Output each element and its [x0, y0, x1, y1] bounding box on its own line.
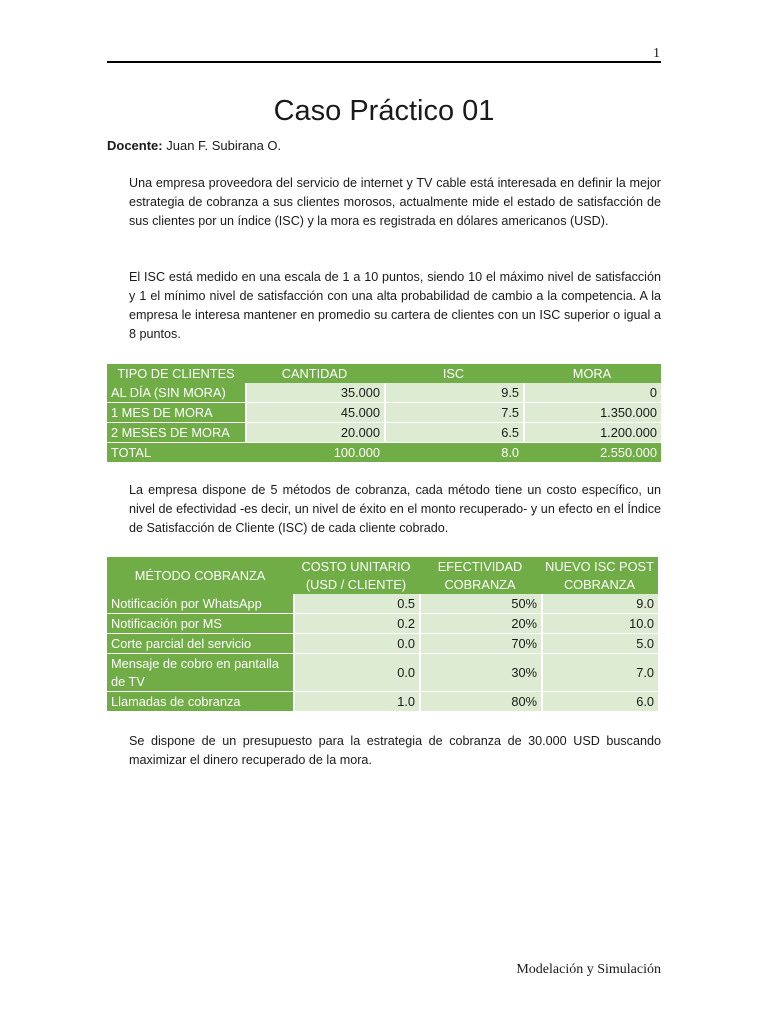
table-row: [107, 403, 661, 423]
page-number: 1: [653, 46, 660, 61]
table-row: [107, 692, 658, 712]
methods-table-header: [107, 557, 658, 594]
cost-cell: 0.0: [293, 634, 419, 654]
client-type-cell: AL DÍA (SIN MORA): [107, 383, 245, 403]
clients-table: [107, 364, 661, 462]
quantity-cell: 20.000: [245, 423, 384, 443]
effectiveness-cell: 20%: [419, 614, 541, 634]
total-label-cell: TOTAL: [107, 443, 245, 462]
new-isc-cell: 10.0: [541, 614, 658, 634]
client-type-cell: 2 MESES DE MORA: [107, 423, 245, 443]
effectiveness-cell: 80%: [419, 692, 541, 712]
methods-header-new-isc: NUEVO ISC POST COBRANZA: [541, 557, 658, 594]
author-line: [107, 138, 281, 153]
method-name-cell: Corte parcial del servicio: [107, 634, 293, 654]
effectiveness-cell: 50%: [419, 594, 541, 614]
effectiveness-cell: 30%: [419, 654, 541, 692]
method-name-cell: Llamadas de cobranza: [107, 692, 293, 712]
author-label: Docente:: [107, 138, 163, 153]
quantity-cell: 45.000: [245, 403, 384, 423]
new-isc-cell: 7.0: [541, 654, 658, 692]
clients-header-type: TIPO DE CLIENTES: [107, 364, 245, 383]
intro-paragraph: Una empresa proveedora del servicio de internet y TV cable está interesada en definir la mejor estrategia de cobranza a sus clientes morosos, actualmente mide el estado de satisfacción de sus clientes por un índice (ISC) y la mora es registrada en dólares americanos (USD).: [129, 176, 661, 228]
methods-table: [107, 557, 658, 712]
mora-cell: 0: [523, 383, 661, 403]
table-row: [107, 614, 658, 634]
cost-cell: 0.5: [293, 594, 419, 614]
table-total-row: [107, 443, 661, 462]
client-type-cell: 1 MES DE MORA: [107, 403, 245, 423]
isc-paragraph: El ISC está medido en una escala de 1 a 10 puntos, siendo 10 el máximo nivel de satisfacción y 1 el mínimo nivel de satisfacción con una alta probabilidad de cambio a la competencia. A la empresa le interesa mantener en promedio su cartera de clientes con un ISC superior o igual a 8 puntos.: [129, 270, 661, 341]
cost-cell: 0.2: [293, 614, 419, 634]
table-row: [107, 594, 658, 614]
isc-cell: 7.5: [384, 403, 523, 423]
footer-text: Modelación y Simulación: [516, 962, 661, 977]
cost-cell: 0.0: [293, 654, 419, 692]
header-rule: [107, 61, 661, 63]
cost-cell: 1.0: [293, 692, 419, 712]
document-title: Caso Práctico 01: [273, 95, 495, 127]
mora-cell: 1.350.000: [523, 403, 661, 423]
methods-header-cost: COSTO UNITARIO (USD / CLIENTE): [293, 557, 419, 594]
author-name: Juan F. Subirana O.: [162, 138, 282, 153]
isc-cell: 6.5: [384, 423, 523, 443]
mora-cell: 1.200.000: [523, 423, 661, 443]
quantity-cell: 35.000: [245, 383, 384, 403]
table-row: [107, 654, 658, 692]
methods-header-method: MÉTODO COBRANZA: [107, 557, 293, 594]
table-row: [107, 634, 658, 654]
new-isc-cell: 9.0: [541, 594, 658, 614]
total-mora-cell: 2.550.000: [523, 443, 661, 462]
total-isc-cell: 8.0: [384, 443, 523, 462]
total-quantity-cell: 100.000: [245, 443, 384, 462]
new-isc-cell: 6.0: [541, 692, 658, 712]
clients-table-header: [107, 364, 661, 383]
clients-header-isc: ISC: [384, 364, 523, 383]
clients-header-quantity: CANTIDAD: [245, 364, 384, 383]
method-name-cell: Notificación por MS: [107, 614, 293, 634]
budget-paragraph: Se dispone de un presupuesto para la estrategia de cobranza de 30.000 USD buscando maximizar el dinero recuperado de la mora.: [129, 734, 661, 767]
methods-header-effectiveness: EFECTIVIDAD COBRANZA: [419, 557, 541, 594]
methods-paragraph: La empresa dispone de 5 métodos de cobranza, cada método tiene un costo específico, un nivel de efectividad -es decir, un nivel de éxito en el monto recuperado- y un efecto en el Índice de Satisfacción de Cliente (ISC) de cada cliente cobrado.: [129, 483, 661, 535]
clients-header-mora: MORA: [523, 364, 661, 383]
effectiveness-cell: 70%: [419, 634, 541, 654]
isc-cell: 9.5: [384, 383, 523, 403]
method-name-cell: Notificación por WhatsApp: [107, 594, 293, 614]
method-name-cell: Mensaje de cobro en pantalla de TV: [107, 654, 293, 692]
table-row: [107, 383, 661, 403]
new-isc-cell: 5.0: [541, 634, 658, 654]
table-row: [107, 423, 661, 443]
